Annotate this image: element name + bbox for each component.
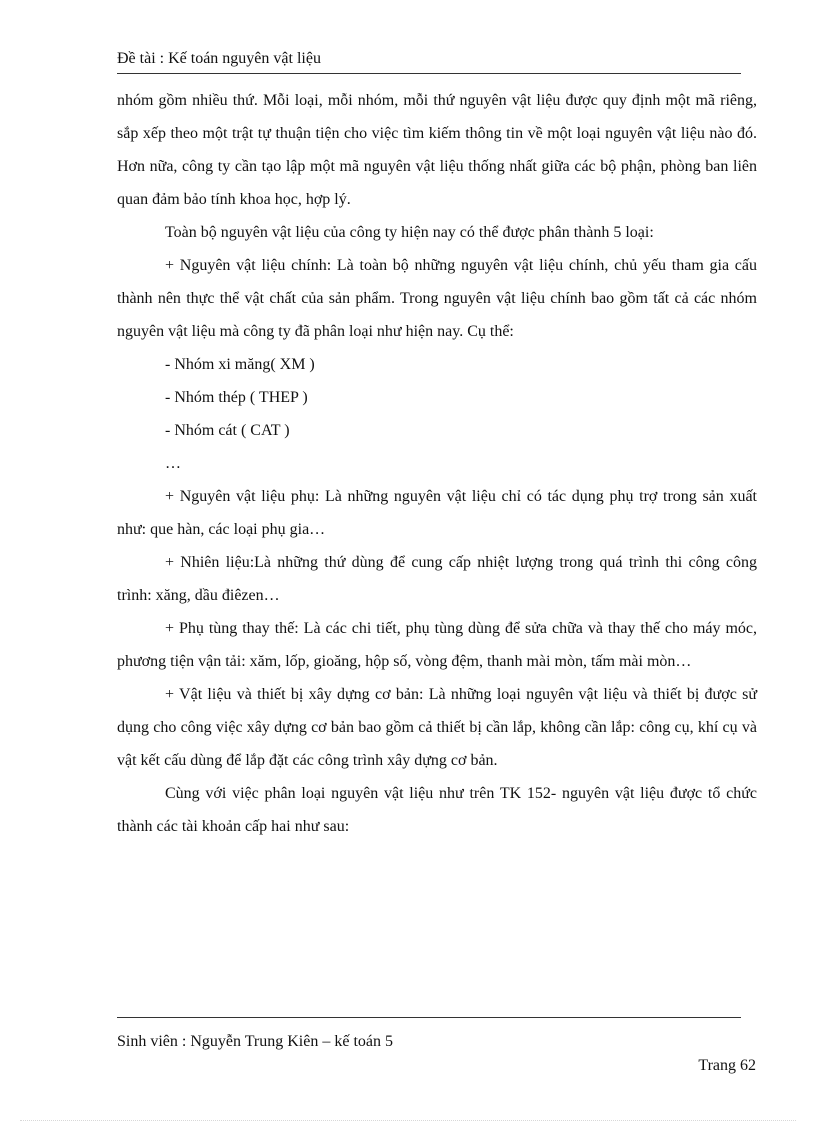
paragraph-intro-classification: Toàn bộ nguyên vật liệu của công ty hiện nay có thể được phân thành 5 loại:: [165, 224, 654, 241]
footer-divider: [117, 1017, 741, 1018]
list-item-cement: - Nhóm xi măng( XM ): [165, 356, 315, 373]
footer-student-name: Sinh viên : Nguyễn Trung Kiên – kế toán 5: [117, 1033, 393, 1050]
paragraph-fuel: + Nhiên liệu:Là những thứ dùng để cung cấp nhiệt lượng trong quá trình thi công công trình: xăng, dầu điêzen…: [117, 554, 757, 604]
document-body: [117, 84, 757, 843]
header-divider: [117, 73, 741, 74]
footer-page-number: Trang 62: [698, 1057, 756, 1074]
paragraph-accounts: Cùng với việc phân loại nguyên vật liệu như trên TK 152- nguyên vật liệu được tổ chức thành các tài khoản cấp hai như sau:: [117, 785, 757, 835]
list-item-steel: - Nhóm thép ( THEP ): [165, 389, 308, 406]
paragraph-main-materials: + Nguyên vật liệu chính: Là toàn bộ những nguyên vật liệu chính, chủ yếu tham gia cấu thành nên thực thể vật chất của sản phẩm. Trong nguyên vật liệu chính bao gồm tất cả các nhóm nguyên vật liệu mà công ty đã phân loại như hiện nay. Cụ thể:: [117, 257, 757, 340]
list-item-ellipsis: …: [165, 455, 181, 472]
paragraph-continuation: nhóm gồm nhiều thứ. Mỗi loại, mỗi nhóm, mỗi thứ nguyên vật liệu được quy định một mã riêng, sắp xếp theo một trật tự thuận tiện cho việc tìm kiếm thông tin về một loại nguyên vật liệu nào đó. Hơn nữa, công ty cần tạo lập một mã nguyên vật liệu thống nhất giữa các bộ phận, phòng ban liên quan đảm bảo tính khoa học, hợp lý.: [117, 92, 757, 208]
paragraph-auxiliary-materials: + Nguyên vật liệu phụ: Là những nguyên vật liệu chỉ có tác dụng phụ trợ trong sản xuất như: que hàn, các loại phụ gia…: [117, 488, 757, 538]
paragraph-spare-parts: + Phụ tùng thay thế: Là các chi tiết, phụ tùng dùng để sửa chữa và thay thế cho máy móc, phương tiện vận tải: xăm, lốp, gioăng, hộp số, vòng đệm, thanh mài mòn, tấm mài mòn…: [117, 620, 757, 670]
page-header-title: Đề tài : Kế toán nguyên vật liệu: [117, 50, 321, 67]
list-item-sand: - Nhóm cát ( CAT ): [165, 422, 290, 439]
paragraph-construction-equipment: + Vật liệu và thiết bị xây dựng cơ bản: Là những loại nguyên vật liệu và thiết bị được sử dụng cho công việc xây dựng cơ bản bao gồm cả thiết bị cần lắp, không cần lắp: công cụ, khí cụ và vật kết cấu dùng để lắp đặt các công trình xây dựng cơ bản.: [117, 686, 757, 769]
page-bottom-edge: [20, 1120, 796, 1121]
